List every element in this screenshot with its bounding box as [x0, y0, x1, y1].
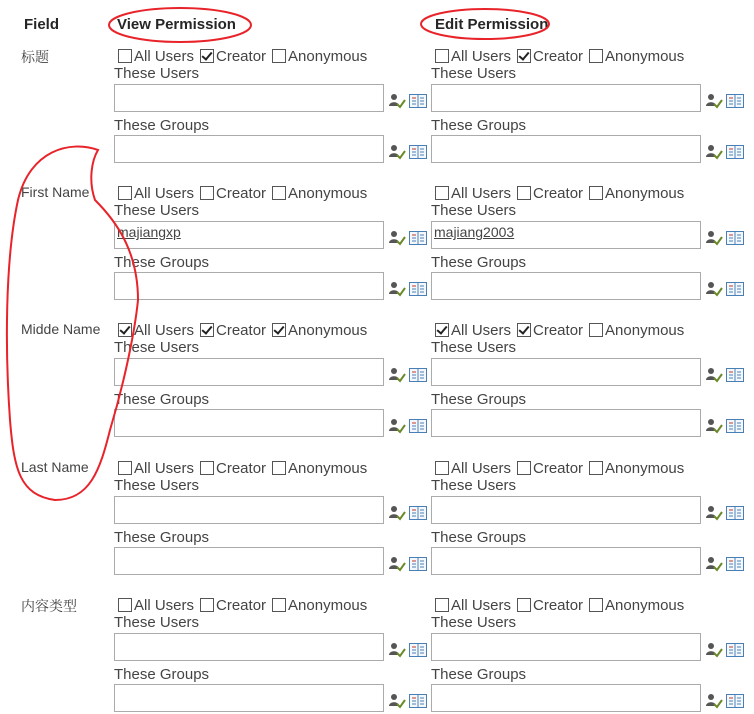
check-names-icon[interactable] — [388, 556, 406, 572]
these-users-label: These Users — [431, 477, 517, 494]
checkbox-label-anonymous: Anonymous — [288, 321, 368, 339]
edit-users-input[interactable] — [431, 221, 701, 249]
checkbox-label-anonymous: Anonymous — [605, 184, 685, 202]
header-view-permission: View Permission — [117, 16, 236, 33]
edit-groups-input[interactable] — [431, 272, 701, 300]
check-names-icon[interactable] — [705, 642, 723, 658]
checkbox-label-anonymous: Anonymous — [605, 596, 685, 614]
view-groups-picker-icons — [388, 554, 428, 574]
browse-directory-icon[interactable] — [409, 419, 427, 433]
view-groups-input[interactable] — [114, 135, 384, 163]
check-names-icon[interactable] — [705, 281, 723, 297]
edit-groups-input[interactable] — [431, 547, 701, 575]
checkbox-anonymous[interactable] — [272, 598, 286, 612]
these-groups-label: These Groups — [114, 391, 210, 408]
view-permission-options — [114, 596, 369, 614]
edit-users-picker-icons — [705, 228, 745, 248]
browse-directory-icon[interactable] — [409, 145, 427, 159]
check-names-icon[interactable] — [388, 693, 406, 709]
checkbox-anonymous[interactable] — [589, 323, 603, 337]
browse-directory-icon[interactable] — [726, 94, 744, 108]
these-groups-label: These Groups — [431, 391, 527, 408]
these-groups-label: These Groups — [114, 254, 210, 271]
checkbox-label-all-users: All Users — [451, 459, 512, 477]
checkbox-label-creator: Creator — [216, 459, 267, 477]
checkbox-all-users[interactable] — [118, 186, 132, 200]
checkbox-label-all-users: All Users — [451, 47, 512, 65]
check-names-icon[interactable] — [388, 144, 406, 160]
check-names-icon[interactable] — [388, 505, 406, 521]
these-users-label: These Users — [431, 339, 517, 356]
browse-directory-icon[interactable] — [409, 368, 427, 382]
checkbox-anonymous[interactable] — [589, 598, 603, 612]
check-names-icon[interactable] — [388, 281, 406, 297]
checkbox-label-creator: Creator — [533, 321, 584, 339]
checkbox-label-all-users: All Users — [451, 321, 512, 339]
view-users-picker-icons — [388, 91, 428, 111]
edit-permission-options — [431, 459, 686, 477]
browse-directory-icon[interactable] — [726, 231, 744, 245]
edit-groups-picker-icons — [705, 691, 745, 711]
check-names-icon[interactable] — [705, 693, 723, 709]
browse-directory-icon[interactable] — [409, 643, 427, 657]
checkbox-label-all-users: All Users — [134, 321, 195, 339]
checkbox-anonymous[interactable] — [272, 461, 286, 475]
checkbox-label-all-users: All Users — [134, 47, 195, 65]
these-groups-label: These Groups — [114, 117, 210, 134]
view-users-input[interactable] — [114, 221, 384, 249]
view-users-input[interactable] — [114, 633, 384, 661]
edit-groups-picker-icons — [705, 416, 745, 436]
checkbox-label-all-users: All Users — [451, 596, 512, 614]
edit-permission-options — [431, 596, 686, 614]
checkbox-creator[interactable] — [517, 598, 531, 612]
browse-directory-icon[interactable] — [726, 145, 744, 159]
these-groups-label: These Groups — [431, 254, 527, 271]
these-users-label: These Users — [114, 202, 200, 219]
checkbox-label-anonymous: Anonymous — [605, 47, 685, 65]
browse-directory-icon[interactable] — [409, 282, 427, 296]
edit-groups-input[interactable] — [431, 409, 701, 437]
browse-directory-icon[interactable] — [409, 557, 427, 571]
check-names-icon[interactable] — [705, 556, 723, 572]
view-permission-options — [114, 321, 369, 339]
checkbox-label-anonymous: Anonymous — [605, 459, 685, 477]
browse-directory-icon[interactable] — [726, 643, 744, 657]
view-groups-picker-icons — [388, 416, 428, 436]
field-name: Midde Name — [21, 321, 101, 337]
view-users-input[interactable] — [114, 84, 384, 112]
these-users-label: These Users — [114, 339, 200, 356]
checkbox-anonymous[interactable] — [589, 186, 603, 200]
checkbox-creator[interactable] — [517, 323, 531, 337]
check-names-icon[interactable] — [705, 144, 723, 160]
edit-users-picker-icons — [705, 365, 745, 385]
these-groups-label: These Groups — [431, 529, 527, 546]
checkbox-all-users[interactable] — [435, 461, 449, 475]
browse-directory-icon[interactable] — [409, 694, 427, 708]
checkbox-label-anonymous: Anonymous — [288, 596, 368, 614]
view-permission-options — [114, 47, 369, 65]
checkbox-label-all-users: All Users — [134, 184, 195, 202]
these-users-label: These Users — [431, 202, 517, 219]
browse-directory-icon[interactable] — [726, 506, 744, 520]
view-users-picker-icons — [388, 228, 428, 248]
view-groups-picker-icons — [388, 142, 428, 162]
checkbox-label-all-users: All Users — [134, 459, 195, 477]
checkbox-label-creator: Creator — [533, 47, 584, 65]
checkbox-label-anonymous: Anonymous — [288, 184, 368, 202]
these-users-label: These Users — [114, 614, 200, 631]
check-names-icon[interactable] — [705, 93, 723, 109]
check-names-icon[interactable] — [705, 505, 723, 521]
checkbox-label-creator: Creator — [533, 596, 584, 614]
browse-directory-icon[interactable] — [726, 419, 744, 433]
checkbox-all-users[interactable] — [435, 186, 449, 200]
edit-permission-options — [431, 47, 686, 65]
checkbox-all-users[interactable] — [435, 323, 449, 337]
checkbox-creator[interactable] — [200, 49, 214, 63]
check-names-icon[interactable] — [705, 230, 723, 246]
view-groups-picker-icons — [388, 279, 428, 299]
view-permission-options — [114, 459, 369, 477]
checkbox-label-creator: Creator — [533, 184, 584, 202]
checkbox-label-creator: Creator — [216, 47, 267, 65]
view-groups-picker-icons — [388, 691, 428, 711]
browse-directory-icon[interactable] — [726, 557, 744, 571]
these-users-label: These Users — [431, 614, 517, 631]
checkbox-label-all-users: All Users — [451, 184, 512, 202]
edit-users-input[interactable] — [431, 84, 701, 112]
browse-directory-icon[interactable] — [409, 94, 427, 108]
check-names-icon[interactable] — [388, 418, 406, 434]
checkbox-creator[interactable] — [200, 186, 214, 200]
these-groups-label: These Groups — [431, 117, 527, 134]
edit-users-picker-icons — [705, 640, 745, 660]
checkbox-label-anonymous: Anonymous — [288, 47, 368, 65]
check-names-icon[interactable] — [705, 367, 723, 383]
view-permission-options — [114, 184, 369, 202]
field-name: 内容类型 — [21, 598, 77, 614]
browse-directory-icon[interactable] — [726, 368, 744, 382]
checkbox-creator[interactable] — [200, 323, 214, 337]
checkbox-label-all-users: All Users — [134, 596, 195, 614]
view-users-input[interactable] — [114, 358, 384, 386]
checkbox-anonymous[interactable] — [272, 49, 286, 63]
these-groups-label: These Groups — [114, 529, 210, 546]
view-groups-input[interactable] — [114, 684, 384, 712]
checkbox-creator[interactable] — [517, 186, 531, 200]
edit-permission-options — [431, 184, 686, 202]
check-names-icon[interactable] — [388, 367, 406, 383]
check-names-icon[interactable] — [388, 642, 406, 658]
checkbox-anonymous[interactable] — [272, 186, 286, 200]
edit-groups-input[interactable] — [431, 135, 701, 163]
view-groups-input[interactable] — [114, 272, 384, 300]
browse-directory-icon[interactable] — [409, 231, 427, 245]
view-users-picker-icons — [388, 503, 428, 523]
edit-users-picker-icons — [705, 503, 745, 523]
checkbox-creator[interactable] — [517, 49, 531, 63]
checkbox-label-anonymous: Anonymous — [288, 459, 368, 477]
edit-users-input[interactable] — [431, 496, 701, 524]
field-name: First Name — [21, 184, 90, 200]
header-edit-permission: Edit Permission — [435, 16, 549, 33]
checkbox-anonymous[interactable] — [589, 49, 603, 63]
edit-users-input[interactable] — [431, 633, 701, 661]
browse-directory-icon[interactable] — [409, 506, 427, 520]
check-names-icon[interactable] — [388, 230, 406, 246]
check-names-icon[interactable] — [388, 93, 406, 109]
checkbox-all-users[interactable] — [118, 49, 132, 63]
checkbox-all-users[interactable] — [435, 598, 449, 612]
edit-permission-options — [431, 321, 686, 339]
checkbox-label-creator: Creator — [216, 184, 267, 202]
browse-directory-icon[interactable] — [726, 282, 744, 296]
checkbox-label-creator: Creator — [216, 596, 267, 614]
resolved-user[interactable]: majiangxp — [117, 224, 181, 240]
edit-users-picker-icons — [705, 91, 745, 111]
edit-groups-input[interactable] — [431, 684, 701, 712]
checkbox-all-users[interactable] — [118, 598, 132, 612]
edit-groups-picker-icons — [705, 554, 745, 574]
checkbox-anonymous[interactable] — [589, 461, 603, 475]
these-groups-label: These Groups — [431, 666, 527, 683]
these-users-label: These Users — [431, 65, 517, 82]
view-users-picker-icons — [388, 640, 428, 660]
checkbox-all-users[interactable] — [118, 323, 132, 337]
edit-users-input[interactable] — [431, 358, 701, 386]
view-users-input[interactable] — [114, 496, 384, 524]
browse-directory-icon[interactable] — [726, 694, 744, 708]
checkbox-creator[interactable] — [517, 461, 531, 475]
these-groups-label: These Groups — [114, 666, 210, 683]
field-name: Last Name — [21, 459, 89, 475]
these-users-label: These Users — [114, 65, 200, 82]
resolved-user[interactable]: majiang2003 — [434, 224, 515, 240]
view-groups-input[interactable] — [114, 409, 384, 437]
checkbox-all-users[interactable] — [118, 461, 132, 475]
checkbox-label-creator: Creator — [216, 321, 267, 339]
header-field: Field — [24, 16, 60, 33]
these-users-label: These Users — [114, 477, 200, 494]
checkbox-label-anonymous: Anonymous — [605, 321, 685, 339]
checkbox-creator[interactable] — [200, 461, 214, 475]
checkbox-creator[interactable] — [200, 598, 214, 612]
view-users-picker-icons — [388, 365, 428, 385]
checkbox-anonymous[interactable] — [272, 323, 286, 337]
edit-groups-picker-icons — [705, 142, 745, 162]
check-names-icon[interactable] — [705, 418, 723, 434]
edit-groups-picker-icons — [705, 279, 745, 299]
field-name: 标题 — [21, 49, 49, 65]
checkbox-label-creator: Creator — [533, 459, 584, 477]
view-groups-input[interactable] — [114, 547, 384, 575]
checkbox-all-users[interactable] — [435, 49, 449, 63]
